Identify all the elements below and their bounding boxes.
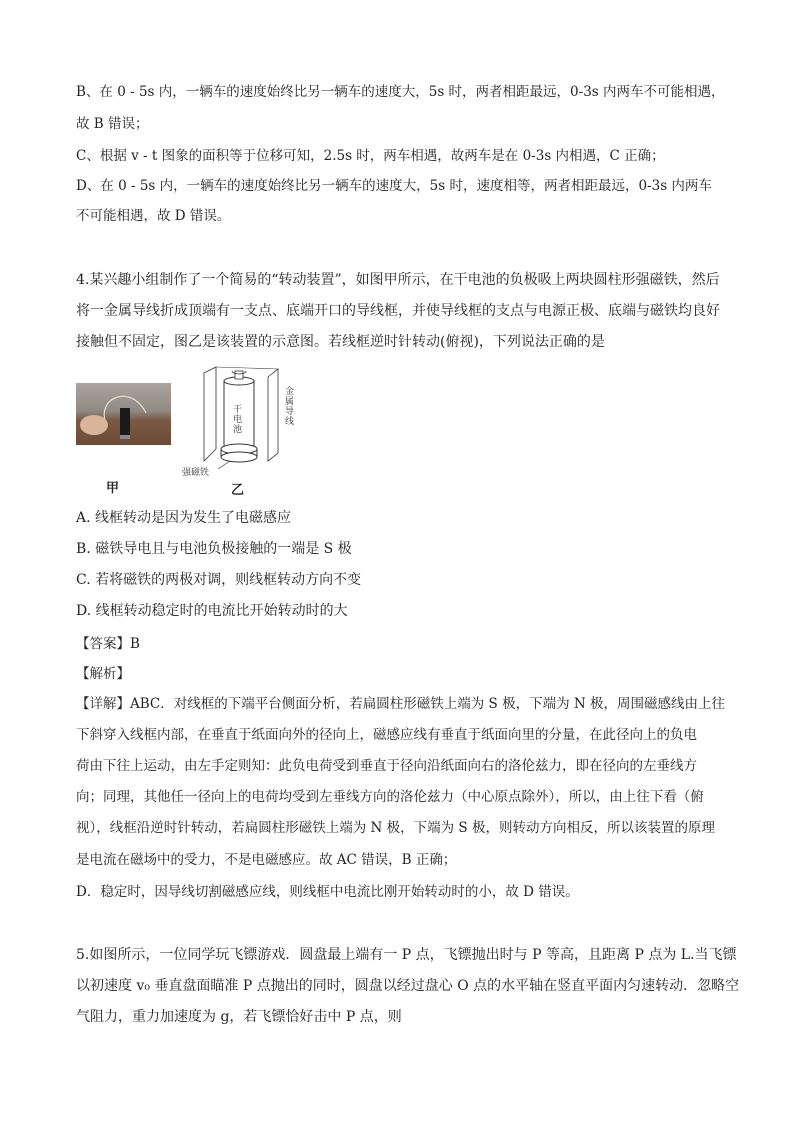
- q4-detail-line5: 视），线框沿逆时针转动，若扁圆柱形磁铁上端为 N 极，下端为 S 极，则转动方向相反，所以该装置的原理: [76, 820, 715, 836]
- q4-detail-line6: 是电流在磁场中的受力，不是电磁感应。故 AC 错误，B 正确；: [76, 852, 457, 868]
- figure-jia-caption: 甲: [106, 481, 120, 496]
- q4-option-c: C. 若将磁铁的两极对调，则线框转动方向不变: [76, 572, 362, 588]
- label-strong-magnet: 强磁铁: [182, 468, 210, 478]
- label-metal-wire: 金属导线: [285, 387, 295, 427]
- q4-detail-line2: 下斜穿入线框内部，在垂直于纸面向外的径向上，磁感应线有垂直于纸面向里的分量，在此径向上的负电: [76, 727, 697, 743]
- q4-stem-line1: 4.某兴趣小组制作了一个简易的“转动装置”，如图甲所示，在干电池的负极吸上两块圆柱形强磁铁，然后: [76, 272, 720, 288]
- prev-option-d-line2: 不可能相遇，故 D 错误。: [76, 208, 231, 224]
- q4-stem-line2: 将一金属导线折成顶端有一支点、底端开口的导线框，并使导线框的支点与电源正极、底端与磁铁均良好: [76, 303, 720, 319]
- figure-yi-diagram: [186, 365, 316, 475]
- q5-stem-line1: 5.如图所示，一位同学玩飞镖游戏．圆盘最上端有一 P 点，飞镖抛出时与 P 等高，且距离 P 点为 L.当飞镖: [76, 947, 737, 963]
- figure-yi-caption: 乙: [231, 483, 245, 498]
- q4-detail-line4: 向；同理，其他任一径向上的电荷均受到左垂线方向的洛伦兹力（中心原点除外），所以，由上往下看（俯: [76, 789, 704, 805]
- prev-option-d-line1: D、在 0 - 5s 内，一辆车的速度始终比另一辆车的速度大，5s 时，速度相等，两者相距最远，0-3s 内两车: [76, 178, 712, 194]
- prev-option-b-line2: 故 B 错误；: [76, 116, 149, 132]
- q4-detail-line7: D．稳定时，因导线切割磁感应线，则线框中电流比刚开始转动时的小，故 D 错误。: [76, 884, 579, 900]
- q4-figure: [76, 365, 376, 498]
- q4-option-a: A. 线框转动是因为发生了电磁感应: [76, 510, 292, 526]
- prev-option-c-line1: C、根据 v - t 图象的面积等于位移可知，2.5s 时，两车相遇，故两车是在 0-3s 内相遇，C 正确；: [76, 148, 665, 164]
- label-battery: 干电池: [233, 405, 243, 435]
- q4-analysis-title: 【解析】: [76, 666, 130, 682]
- figure-jia-photo: [76, 383, 171, 445]
- q4-detail-line1: 【详解】ABC．对线框的下端平台侧面分析，若扁圆柱形磁铁上端为 S 极，下端为 N 极，周围磁感线由上往: [76, 696, 725, 712]
- q4-option-b: B. 磁铁导电且与电池负极接触的一端是 S 极: [76, 541, 352, 557]
- q4-detail-line3: 荷由下往上运动，由左手定则知：此负电荷受到垂直于径向沿纸面向右的洛伦兹力，即在径向的左垂线方: [76, 758, 697, 774]
- q5-stem-line2: 以初速度 v₀ 垂直盘面瞄准 P 点抛出的同时，圆盘以经过盘心 O 点的水平轴在竖直平面内匀速转动．忽略空: [76, 978, 740, 994]
- q5-stem-line3: 气阻力，重力加速度为 g，若飞镖恰好击中 P 点，则: [76, 1009, 402, 1025]
- prev-option-b-line1: B、在 0 - 5s 内，一辆车的速度始终比另一辆车的速度大，5s 时，两者相距最远，0-3s 内两车不可能相遇，: [76, 84, 725, 100]
- q4-answer: 【答案】B: [76, 636, 140, 652]
- q4-option-d: D. 线框转动稳定时的电流比开始转动时的大: [76, 603, 348, 619]
- q4-stem-line3: 接触但不固定，图乙是该装置的示意图。若线框逆时针转动(俯视)，下列说法正确的是: [76, 334, 605, 350]
